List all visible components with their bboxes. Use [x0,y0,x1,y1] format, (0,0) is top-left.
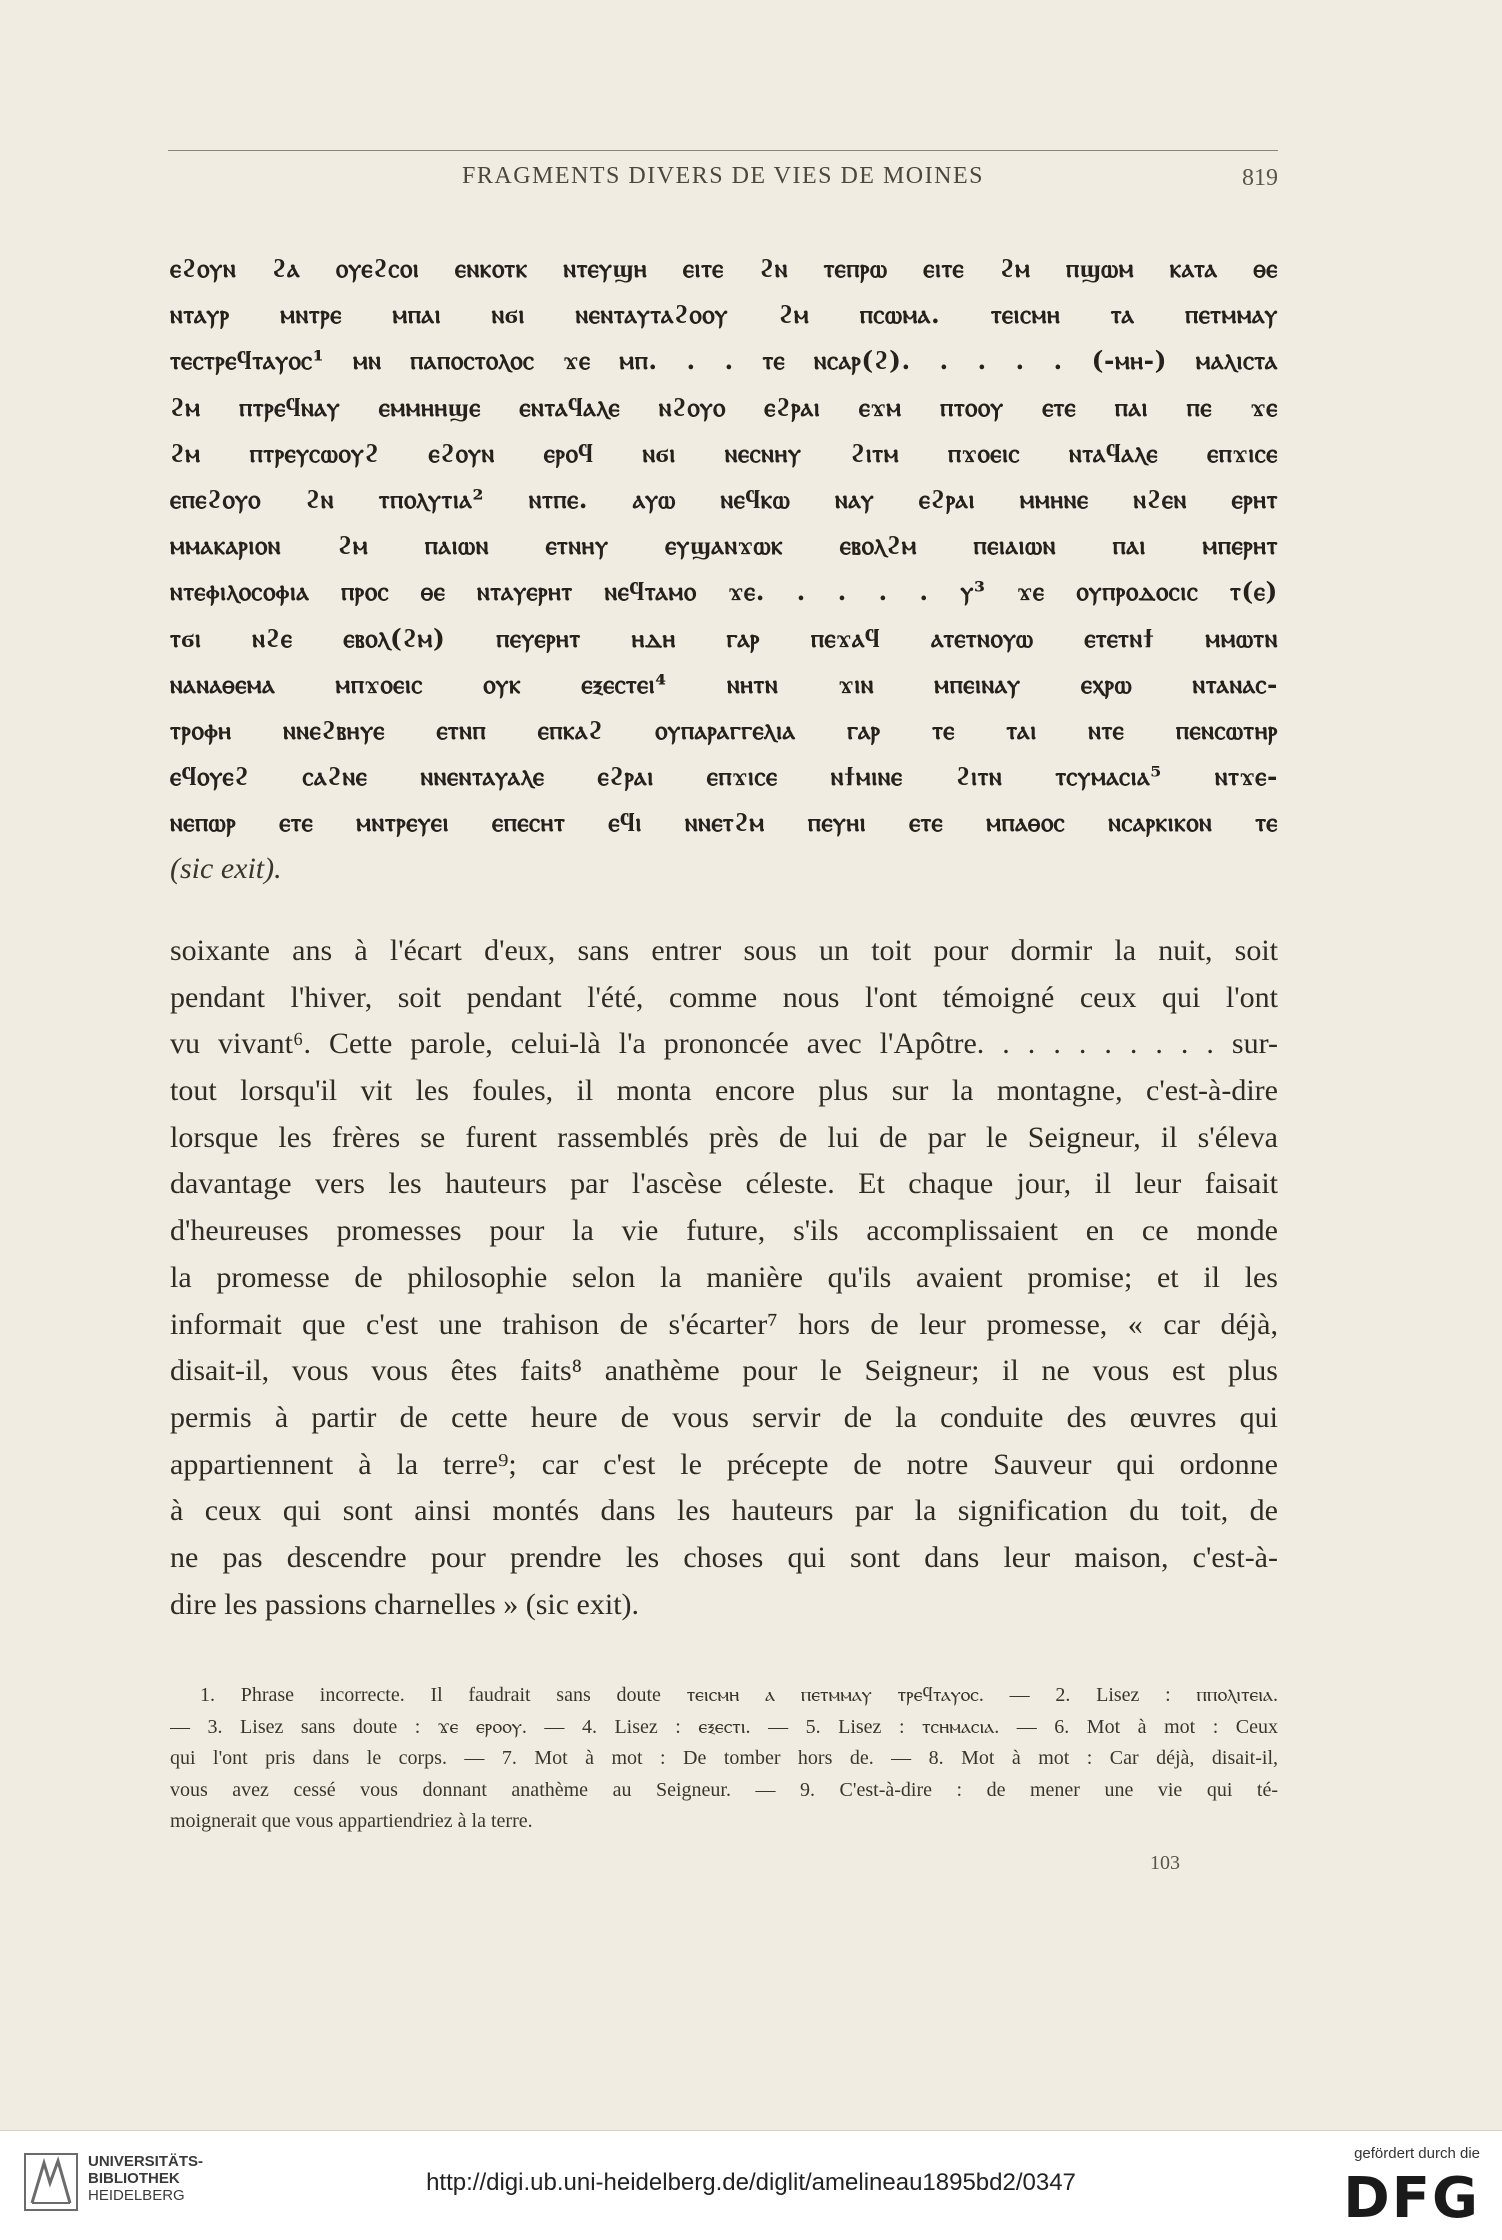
library-name-line: UNIVERSITÄTS- [88,2153,204,2170]
footnote-line: 1. Phrase incorrecte. Il faudrait sans doute ⲧⲉⲓⲥⲙⲏ ⲁ ⲡⲉⲧⲙⲙⲁⲩ ⲧⲣⲉϥⲧⲁⲩⲟⲥ. — 2. Lisez : ⲡⲡⲟⲗⲓⲧⲉⲓⲁ. [200,1684,1278,1706]
french-line: pendant l'hiver, soit pendant l'été, comme nous l'ont témoigné ceux qui l'ont [170,980,1278,1014]
coptic-line: ⲧⲣⲟⲫⲏ ⲛⲛⲉϩⲃⲏⲩⲉ ⲉⲧⲛⲡ ⲉⲡⲕⲁϩ ⲟⲩⲡⲁⲣⲁⲅⲅⲉⲗⲓⲁ ⲅⲁⲣ ⲧⲉ ⲧⲁⲓ ⲛⲧⲉ ⲡⲉⲛⲥⲱⲧⲏⲣ [170,715,1278,745]
coptic-line: ⲉⲡⲉϩⲟⲩⲟ ϩⲛ ⲧⲡⲟⲗⲩⲧⲓⲁ² ⲛⲧⲡⲉ. ⲁⲩⲱ ⲛⲉϥⲕⲱ ⲛⲁⲩ ⲉϩⲣⲁⲓ ⲙⲙⲏⲛⲉ ⲛϩⲉⲛ ⲉⲣⲏⲧ [170,484,1278,514]
french-line: dire les passions charnelles » (sic exit). [170,1587,640,1621]
french-line: d'heureuses promesses pour la vie future, s'ils accomplissaient en ce monde [170,1214,1278,1248]
running-title: FRAGMENTS DIVERS DE VIES DE MOINES [462,163,984,189]
library-name-line: BIBLIOTHEK [88,2170,180,2187]
french-line: ne pas descendre pour prendre les choses qui sont dans leur maison, c'est-à- [170,1540,1278,1574]
document-url-link[interactable]: http://digi.ub.uni-heidelberg.de/diglit/amelineau1895bd2/0347 [426,2169,1076,2196]
library-name-line: HEIDELBERG [88,2187,185,2204]
french-line: tout lorsqu'il vit les foules, il monta encore plus sur la montagne, c'est-à-dire [170,1074,1278,1108]
footnote-line: — 3. Lisez sans doute : ϫⲉ ⲉⲣⲟⲟⲩ. — 4. Lisez : ⲉⲝⲉⲥⲧⲓ. — 5. Lisez : ⲧⲥⲏⲙⲁⲥⲓⲁ. — 6. Mot à mot : Ceux [170,1715,1278,1738]
french-line: vu vivant⁶. Cette parole, celui-là l'a prononcée avec l'Apôtre. . . . . . . . . . sur- [170,1027,1278,1061]
coptic-line: ⲛⲁⲛⲁⲑⲉⲙⲁ ⲙⲡϫⲟⲉⲓⲥ ⲟⲩⲕ ⲉⲝⲉⲥⲧⲉⲓ⁴ ⲛⲏⲧⲛ ϫⲓⲛ ⲙⲡⲉⲓⲛⲁⲩ ⲉⲭⲣⲱ ⲛⲧⲁⲛⲁⲥ- [170,669,1278,699]
footnote-line: vous avez cessé vous donnant anathème au Seigneur. — 9. C'est-à-dire : de mener une vie qui té- [170,1778,1278,1801]
sheet-number: 103 [1150,1852,1180,1874]
coptic-text-block [170,246,1278,892]
viewer-footer [0,2130,1502,2240]
coptic-line: ⲙⲙⲁⲕⲁⲣⲓⲟⲛ ϩⲙ ⲡⲁⲓⲱⲛ ⲉⲧⲛⲏⲩ ⲉⲩϣⲁⲛϫⲱⲕ ⲉⲃⲟⲗϩⲙ ⲡⲉⲓⲁⲓⲱⲛ ⲡⲁⲓ ⲙⲡⲉⲣⲏⲧ [170,531,1278,561]
page-header [168,163,1278,197]
coptic-line: ⲛⲧⲉⲫⲓⲗⲟⲥⲟⲫⲓⲁ ⲡⲣⲟⲥ ⲑⲉ ⲛⲧⲁⲩⲉⲣⲏⲧ ⲛⲉϥⲧⲁⲙⲟ ϫⲉ. . . . . ⲩ³ ϫⲉ ⲟⲩⲡⲣⲟⲇⲟⲥⲓⲥ ⲧ(ⲉ) [170,577,1278,607]
french-translation-block [170,928,1278,1628]
french-line: davantage vers les hauteurs par l'ascèse céleste. Et chaque jour, il leur faisait [170,1167,1278,1201]
french-line: lorsque les frères se furent rassemblés près de lui de par le Seigneur, il s'éleva [170,1120,1278,1154]
coptic-line: ⲛⲉⲡⲱⲣ ⲉⲧⲉ ⲙⲛⲧⲣⲉⲩⲉⲓ ⲉⲡⲉⲥⲏⲧ ⲉϥⲓ ⲛⲛⲉⲧϩⲙ ⲡⲉⲩⲏⲓ ⲉⲧⲉ ⲙⲡⲁⲑⲟⲥ ⲛⲥⲁⲣⲕⲓⲕⲟⲛ ⲧⲉ [170,808,1278,838]
coptic-line: ⲧⲉⲥⲧⲣⲉϥⲧⲁⲩⲟⲥ¹ ⲙⲛ ⲡⲁⲡⲟⲥⲧⲟⲗⲟⲥ ϫⲉ ⲙⲡ. . . ⲧⲉ ⲛⲥⲁⲣ(ϩ). . . . . (-ⲙⲏ-) ⲙⲁⲗⲓⲥⲧⲁ [170,346,1278,376]
french-line: informait que c'est une trahison de s'écarter⁷ hors de leur promesse, « car déjà, [170,1307,1278,1341]
header-rule [168,150,1278,151]
dfg-logo: DFG [1343,2166,1480,2231]
coptic-line: ⲉϩⲟⲩⲛ ϩⲁ ⲟⲩⲉϩⲥⲟⲓ ⲉⲛⲕⲟⲧⲕ ⲛⲧⲉⲩϣⲏ ⲉⲓⲧⲉ ϩⲛ ⲧⲉⲡⲣⲱ ⲉⲓⲧⲉ ϩⲙ ⲡϣⲱⲙ ⲕⲁⲧⲁ ⲑⲉ [170,254,1278,283]
footnote-line: qui l'ont pris dans le corps. — 7. Mot à mot : De tomber hors de. — 8. Mot à mot : Car déjà, disait-il, [170,1747,1278,1769]
footnote-line: moignerait que vous appartiendriez à la terre. [170,1810,533,1832]
coptic-line: ⲛⲧⲁⲩⲣ ⲙⲛⲧⲣⲉ ⲙⲡⲁⲓ ⲛϭⲓ ⲛⲉⲛⲧⲁⲩⲧⲁϩⲟⲟⲩ ϩⲙ ⲡⲥⲱⲙⲁ. ⲧⲉⲓⲥⲙⲏ ⲧⲁ ⲡⲉⲧⲙⲙⲁⲩ [170,300,1278,330]
coptic-line: ⲧϭⲓ ⲛϩⲉ ⲉⲃⲟⲗ(ϩⲙ) ⲡⲉⲩⲉⲣⲏⲧ ⲏⲇⲏ ⲅⲁⲣ ⲡⲉϫⲁϥ ⲁⲧⲉⲧⲛⲟⲩⲱ ⲉⲧⲉⲧⲛϯ ⲙⲙⲱⲧⲛ [170,623,1278,653]
french-line: disait-il, vous vous êtes faits⁸ anathème pour le Seigneur; il ne vous est plus [170,1354,1278,1388]
coptic-line: ⲉϥⲟⲩⲉϩ ⲥⲁϩⲛⲉ ⲛⲛⲉⲛⲧⲁⲩⲁⲗⲉ ⲉϩⲣⲁⲓ ⲉⲡϫⲓⲥⲉ ⲛϯⲙⲓⲛⲉ ϩⲓⲧⲛ ⲧⲥⲩⲙⲁⲥⲓⲁ⁵ ⲛⲧϫⲉ- [170,762,1278,792]
page-number: 819 [1242,165,1278,191]
coptic-line: ϩⲙ ⲡⲧⲣⲉⲩⲥⲱⲟⲩϩ ⲉϩⲟⲩⲛ ⲉⲣⲟϥ ⲛϭⲓ ⲛⲉⲥⲛⲏⲩ ϩⲓⲧⲙ ⲡϫⲟⲉⲓⲥ ⲛⲧⲁϥⲁⲗⲉ ⲉⲡϫⲓⲥⲉ [170,438,1278,468]
french-line: la promesse de philosophie selon la manière qu'ils avaient promise; et il les [170,1260,1278,1294]
french-line: permis à partir de cette heure de vous servir de la conduite des œuvres qui [170,1400,1278,1434]
french-line: appartiennent à la terre⁹; car c'est le précepte de notre Sauveur qui ordonne [170,1447,1278,1481]
coptic-line: ϩⲙ ⲡⲧⲣⲉϥⲛⲁⲩ ⲉⲙⲙⲏⲏϣⲉ ⲉⲛⲧⲁϥⲁⲗⲉ ⲛϩⲟⲩⲟ ⲉϩⲣⲁⲓ ⲉϫⲙ ⲡⲧⲟⲟⲩ ⲉⲧⲉ ⲡⲁⲓ ⲡⲉ ϫⲉ [170,392,1278,422]
funded-by-label: gefördert durch die [1354,2145,1480,2162]
coptic-sic-exit: (sic exit). [170,852,282,886]
french-line: à ceux qui sont ainsi montés dans les hauteurs par la signification du toit, de [170,1494,1278,1528]
footnotes-block [170,1680,1278,1838]
french-line: soixante ans à l'écart d'eux, sans entrer sous un toit pour dormir la nuit, soit [170,934,1278,967]
